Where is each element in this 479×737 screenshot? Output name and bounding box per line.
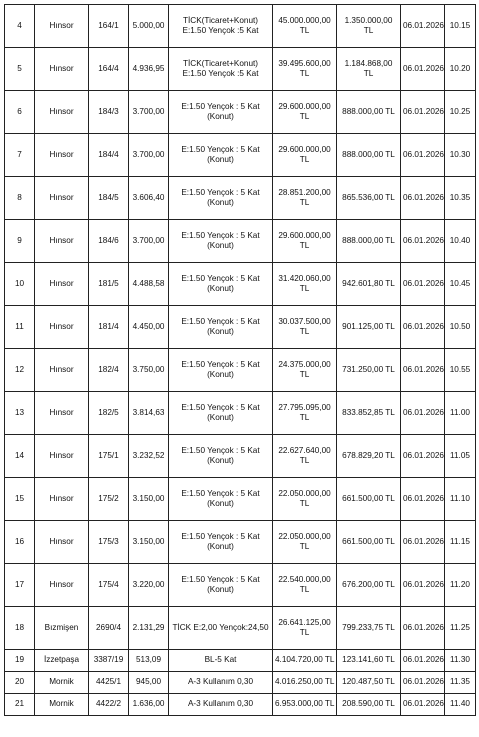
estimated-price-line: TL [299, 241, 310, 250]
zoning-line: E:1.50 Yençok : 5 Kat [181, 187, 260, 197]
time-cell: 11.30 [445, 650, 476, 672]
estimated-price-line: 30.037.500,00 [278, 316, 331, 326]
estimated-price-cell [273, 672, 337, 694]
neighborhood-cell: Mornik [35, 672, 89, 694]
time-cell: 11.35 [445, 672, 476, 694]
table-row [5, 564, 476, 607]
block-parcel-cell: 2690/4 [89, 607, 129, 650]
estimated-price-line: 22.050.000,00 [278, 488, 331, 498]
date-cell: 06.01.2026 [401, 263, 445, 306]
neighborhood-cell: Hınsor [35, 435, 89, 478]
table-row [5, 694, 476, 716]
deposit-cell [337, 263, 401, 306]
date-cell: 06.01.2026 [401, 220, 445, 263]
zoning-cell [169, 607, 273, 650]
zoning-line: E:1.50 Yençok : 5 Kat [181, 574, 260, 584]
block-parcel-cell: 182/5 [89, 392, 129, 435]
area-cell: 3.220,00 [129, 564, 169, 607]
zoning-line: E:1.50 Yençok : 5 Kat [181, 488, 260, 498]
neighborhood-cell: Hınsor [35, 5, 89, 48]
neighborhood-cell: Mornik [35, 694, 89, 716]
estimated-price-cell [273, 694, 337, 716]
zoning-line: E:1.50 Yençok : 5 Kat [181, 316, 260, 326]
area-cell: 4.450,00 [129, 306, 169, 349]
deposit-cell [337, 521, 401, 564]
area-cell: 4.488,58 [129, 263, 169, 306]
area-cell: 3.150,00 [129, 521, 169, 564]
estimated-price-line: TL [299, 284, 310, 293]
row-number-cell: 16 [5, 521, 35, 564]
estimated-price-line: 22.050.000,00 [278, 531, 331, 541]
zoning-cell [169, 134, 273, 177]
zoning-cell [169, 650, 273, 672]
date-cell: 06.01.2026 [401, 5, 445, 48]
zoning-line: A-3 Kullanım 0,30 [187, 699, 254, 709]
row-number-cell: 4 [5, 5, 35, 48]
deposit-cell [337, 607, 401, 650]
neighborhood-cell: Hınsor [35, 91, 89, 134]
neighborhood-cell: Hınsor [35, 177, 89, 220]
row-number-cell: 18 [5, 607, 35, 650]
zoning-line: E:1.50 Yençok : 5 Kat [181, 445, 260, 455]
area-cell: 945,00 [129, 672, 169, 694]
estimated-price-line: TL [299, 198, 310, 207]
zoning-cell [169, 177, 273, 220]
estimated-price-cell [273, 306, 337, 349]
time-cell: 11.05 [445, 435, 476, 478]
row-number-cell: 7 [5, 134, 35, 177]
deposit-cell [337, 220, 401, 263]
table-row [5, 306, 476, 349]
row-number-cell: 13 [5, 392, 35, 435]
deposit-line: 942.601,80 TL [342, 278, 395, 288]
table-body [5, 5, 476, 716]
neighborhood-cell: Hınsor [35, 48, 89, 91]
estimated-price-line: 29.600.000,00 [278, 230, 331, 240]
estimated-price-line: 22.627.640,00 [278, 445, 331, 455]
time-cell: 10.55 [445, 349, 476, 392]
deposit-line: 676.200,00 TL [342, 579, 395, 589]
estimated-price-line: 45.000.000,00 [278, 15, 331, 25]
zoning-line: (Konut) [207, 456, 234, 465]
block-parcel-cell: 184/3 [89, 91, 129, 134]
zoning-line: (Konut) [207, 585, 234, 594]
table-row [5, 91, 476, 134]
time-cell: 10.30 [445, 134, 476, 177]
table-row [5, 48, 476, 91]
estimated-price-line: 4.016.250,00 TL [275, 677, 335, 687]
deposit-cell [337, 564, 401, 607]
row-number-cell: 20 [5, 672, 35, 694]
table-row [5, 220, 476, 263]
zoning-line: A-3 Kullanım 0,30 [187, 677, 254, 687]
zoning-line: TİCK E:2,00 Yençok:24,50 [172, 622, 269, 632]
zoning-line: E:1.50 Yençok : 5 Kat [181, 101, 260, 111]
zoning-cell [169, 349, 273, 392]
estimated-price-line: TL [299, 585, 310, 594]
deposit-line: 120.487,50 TL [342, 677, 395, 687]
date-cell: 06.01.2026 [401, 478, 445, 521]
deposit-line: 799.233,75 TL [342, 622, 395, 632]
estimated-price-line: TL [299, 26, 310, 35]
estimated-price-line: 31.420.060,00 [278, 273, 331, 283]
time-cell: 10.20 [445, 48, 476, 91]
row-number-cell: 15 [5, 478, 35, 521]
estimated-price-cell [273, 349, 337, 392]
deposit-cell [337, 306, 401, 349]
block-parcel-cell: 164/1 [89, 5, 129, 48]
estimated-price-cell [273, 177, 337, 220]
row-number-cell: 9 [5, 220, 35, 263]
zoning-cell [169, 91, 273, 134]
date-cell: 06.01.2026 [401, 564, 445, 607]
estimated-price-line: TL [299, 456, 310, 465]
table-row [5, 521, 476, 564]
time-cell: 10.45 [445, 263, 476, 306]
zoning-line: E:1.50 Yençok : 5 Kat [181, 402, 260, 412]
date-cell: 06.01.2026 [401, 91, 445, 134]
estimated-price-cell [273, 435, 337, 478]
row-number-cell: 11 [5, 306, 35, 349]
block-parcel-cell: 184/4 [89, 134, 129, 177]
time-cell: 10.35 [445, 177, 476, 220]
estimated-price-line: TL [299, 499, 310, 508]
zoning-cell [169, 263, 273, 306]
estimated-price-cell [273, 650, 337, 672]
deposit-line: TL [363, 26, 374, 35]
block-parcel-cell: 175/2 [89, 478, 129, 521]
zoning-cell [169, 564, 273, 607]
parcel-auction-table [4, 4, 476, 716]
table-row [5, 263, 476, 306]
deposit-line: 833.852,85 TL [342, 407, 395, 417]
estimated-price-line: 27.795.095,00 [278, 402, 331, 412]
date-cell: 06.01.2026 [401, 435, 445, 478]
zoning-cell [169, 521, 273, 564]
table-row [5, 177, 476, 220]
deposit-line: 901.125,00 TL [342, 321, 395, 331]
date-cell: 06.01.2026 [401, 177, 445, 220]
zoning-line: (Konut) [207, 542, 234, 551]
row-number-cell: 12 [5, 349, 35, 392]
zoning-line: (Konut) [207, 327, 234, 336]
zoning-line: (Konut) [207, 370, 234, 379]
deposit-line: 1.350.000,00 [344, 15, 393, 25]
deposit-line: 123.141,60 TL [342, 655, 395, 665]
block-parcel-cell: 184/5 [89, 177, 129, 220]
table-row [5, 349, 476, 392]
row-number-cell: 17 [5, 564, 35, 607]
block-parcel-cell: 175/4 [89, 564, 129, 607]
zoning-line: TİCK(Ticaret+Konut) [183, 58, 258, 68]
deposit-line: 865.536,00 TL [342, 192, 395, 202]
time-cell: 11.00 [445, 392, 476, 435]
zoning-cell [169, 306, 273, 349]
zoning-line: BL-5 Kat [204, 655, 237, 665]
time-cell: 11.20 [445, 564, 476, 607]
zoning-cell [169, 478, 273, 521]
deposit-line: 888.000,00 TL [342, 235, 395, 245]
estimated-price-line: TL [299, 327, 310, 336]
estimated-price-line: TL [299, 155, 310, 164]
deposit-cell [337, 478, 401, 521]
area-cell: 3.750,00 [129, 349, 169, 392]
date-cell: 06.01.2026 [401, 392, 445, 435]
estimated-price-cell [273, 263, 337, 306]
deposit-line: TL [363, 69, 374, 78]
table-row [5, 392, 476, 435]
estimated-price-line: 39.495.600,00 [278, 58, 331, 68]
date-cell: 06.01.2026 [401, 306, 445, 349]
area-cell: 3.814,63 [129, 392, 169, 435]
estimated-price-cell [273, 607, 337, 650]
estimated-price-line: TL [299, 112, 310, 121]
area-cell: 5.000,00 [129, 5, 169, 48]
estimated-price-line: 29.600.000,00 [278, 101, 331, 111]
area-cell: 2.131,29 [129, 607, 169, 650]
deposit-cell [337, 48, 401, 91]
neighborhood-cell: Bızmişen [35, 607, 89, 650]
block-parcel-cell: 164/4 [89, 48, 129, 91]
row-number-cell: 14 [5, 435, 35, 478]
zoning-cell [169, 694, 273, 716]
zoning-cell [169, 435, 273, 478]
block-parcel-cell: 184/6 [89, 220, 129, 263]
deposit-line: 661.500,00 TL [342, 493, 395, 503]
neighborhood-cell: Hınsor [35, 349, 89, 392]
estimated-price-cell [273, 220, 337, 263]
zoning-line: (Konut) [207, 198, 234, 207]
area-cell: 3.700,00 [129, 134, 169, 177]
area-cell: 1.636,00 [129, 694, 169, 716]
area-cell: 4.936,95 [129, 48, 169, 91]
zoning-line: E:1.50 Yençok : 5 Kat [181, 144, 260, 154]
date-cell: 06.01.2026 [401, 672, 445, 694]
row-number-cell: 6 [5, 91, 35, 134]
estimated-price-line: 28.851.200,00 [278, 187, 331, 197]
zoning-cell [169, 48, 273, 91]
estimated-price-cell [273, 521, 337, 564]
area-cell: 3.700,00 [129, 220, 169, 263]
deposit-line: 208.590,00 TL [342, 699, 395, 709]
zoning-line: E:1.50 Yençok : 5 Kat [181, 531, 260, 541]
table-row [5, 672, 476, 694]
estimated-price-line: TL [299, 628, 310, 637]
zoning-line: (Konut) [207, 284, 234, 293]
deposit-cell [337, 349, 401, 392]
neighborhood-cell: Hınsor [35, 263, 89, 306]
zoning-cell [169, 220, 273, 263]
table-row [5, 5, 476, 48]
date-cell: 06.01.2026 [401, 521, 445, 564]
table-row [5, 650, 476, 672]
time-cell: 10.40 [445, 220, 476, 263]
zoning-line: (Konut) [207, 155, 234, 164]
table-row [5, 134, 476, 177]
estimated-price-line: 24.375.000,00 [278, 359, 331, 369]
date-cell: 06.01.2026 [401, 134, 445, 177]
zoning-line: (Konut) [207, 499, 234, 508]
neighborhood-cell: Hınsor [35, 220, 89, 263]
row-number-cell: 5 [5, 48, 35, 91]
deposit-line: 1.184.868,00 [344, 58, 393, 68]
area-cell: 3.700,00 [129, 91, 169, 134]
date-cell: 06.01.2026 [401, 650, 445, 672]
neighborhood-cell: İzzetpaşa [35, 650, 89, 672]
estimated-price-line: TL [299, 413, 310, 422]
deposit-cell [337, 91, 401, 134]
deposit-cell [337, 177, 401, 220]
time-cell: 10.25 [445, 91, 476, 134]
estimated-price-line: 6.953.000,00 TL [275, 699, 335, 709]
zoning-line: E:1.50 Yençok :5 Kat [182, 69, 259, 78]
zoning-line: E:1.50 Yençok :5 Kat [182, 26, 259, 35]
deposit-cell [337, 694, 401, 716]
area-cell: 3.150,00 [129, 478, 169, 521]
deposit-line: 888.000,00 TL [342, 149, 395, 159]
row-number-cell: 21 [5, 694, 35, 716]
zoning-line: E:1.50 Yençok : 5 Kat [181, 359, 260, 369]
zoning-line: (Konut) [207, 112, 234, 121]
zoning-line: E:1.50 Yençok : 5 Kat [181, 230, 260, 240]
block-parcel-cell: 3387/19 [89, 650, 129, 672]
deposit-line: 731.250,00 TL [342, 364, 395, 374]
deposit-cell [337, 392, 401, 435]
area-cell: 3.606,40 [129, 177, 169, 220]
deposit-cell [337, 650, 401, 672]
estimated-price-cell [273, 392, 337, 435]
block-parcel-cell: 181/4 [89, 306, 129, 349]
deposit-cell [337, 435, 401, 478]
time-cell: 11.40 [445, 694, 476, 716]
neighborhood-cell: Hınsor [35, 392, 89, 435]
estimated-price-line: TL [299, 69, 310, 78]
table-row [5, 435, 476, 478]
estimated-price-cell [273, 564, 337, 607]
area-cell: 513,09 [129, 650, 169, 672]
table-row [5, 607, 476, 650]
date-cell: 06.01.2026 [401, 694, 445, 716]
row-number-cell: 19 [5, 650, 35, 672]
date-cell: 06.01.2026 [401, 349, 445, 392]
neighborhood-cell: Hınsor [35, 564, 89, 607]
time-cell: 11.25 [445, 607, 476, 650]
neighborhood-cell: Hınsor [35, 306, 89, 349]
deposit-line: 678.829,20 TL [342, 450, 395, 460]
estimated-price-line: 4.104.720,00 TL [275, 655, 335, 665]
deposit-line: 888.000,00 TL [342, 106, 395, 116]
deposit-cell [337, 5, 401, 48]
date-cell: 06.01.2026 [401, 607, 445, 650]
estimated-price-line: TL [299, 542, 310, 551]
neighborhood-cell: Hınsor [35, 478, 89, 521]
zoning-line: (Konut) [207, 241, 234, 250]
estimated-price-line: 22.540.000,00 [278, 574, 331, 584]
estimated-price-cell [273, 478, 337, 521]
block-parcel-cell: 182/4 [89, 349, 129, 392]
row-number-cell: 8 [5, 177, 35, 220]
zoning-line: TİCK(Ticaret+Konut) [183, 15, 258, 25]
block-parcel-cell: 175/1 [89, 435, 129, 478]
estimated-price-cell [273, 134, 337, 177]
neighborhood-cell: Hınsor [35, 521, 89, 564]
deposit-cell [337, 134, 401, 177]
time-cell: 10.50 [445, 306, 476, 349]
block-parcel-cell: 175/3 [89, 521, 129, 564]
zoning-line: (Konut) [207, 413, 234, 422]
zoning-cell [169, 672, 273, 694]
row-number-cell: 10 [5, 263, 35, 306]
zoning-line: E:1.50 Yençok : 5 Kat [181, 273, 260, 283]
time-cell: 10.15 [445, 5, 476, 48]
estimated-price-cell [273, 91, 337, 134]
deposit-line: 661.500,00 TL [342, 536, 395, 546]
estimated-price-line: TL [299, 370, 310, 379]
estimated-price-cell [273, 48, 337, 91]
estimated-price-line: 26.641.125,00 [278, 617, 331, 627]
block-parcel-cell: 4425/1 [89, 672, 129, 694]
neighborhood-cell: Hınsor [35, 134, 89, 177]
time-cell: 11.10 [445, 478, 476, 521]
block-parcel-cell: 181/5 [89, 263, 129, 306]
table-row [5, 478, 476, 521]
deposit-cell [337, 672, 401, 694]
estimated-price-cell [273, 5, 337, 48]
zoning-cell [169, 392, 273, 435]
block-parcel-cell: 4422/2 [89, 694, 129, 716]
area-cell: 3.232,52 [129, 435, 169, 478]
time-cell: 11.15 [445, 521, 476, 564]
date-cell: 06.01.2026 [401, 48, 445, 91]
zoning-cell [169, 5, 273, 48]
estimated-price-line: 29.600.000,00 [278, 144, 331, 154]
